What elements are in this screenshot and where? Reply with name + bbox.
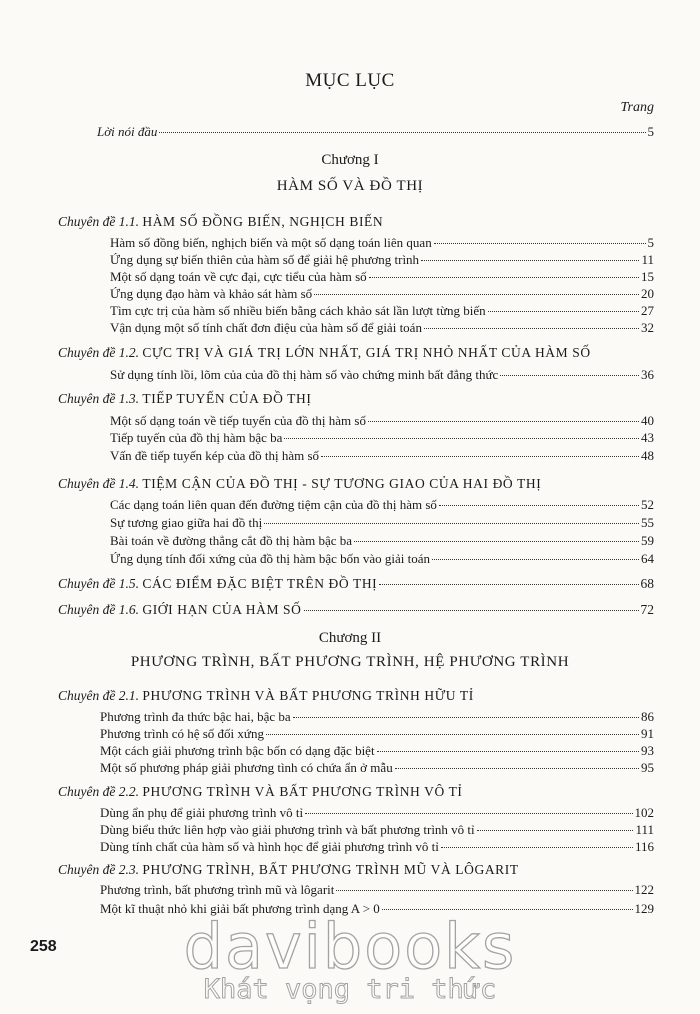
topic-heading[interactable] bbox=[58, 784, 654, 800]
topic-name: HÀM SỐ ĐỒNG BIẾN, NGHỊCH BIẾN bbox=[142, 214, 384, 229]
toc-entry[interactable] bbox=[100, 805, 654, 821]
leader-dots bbox=[500, 375, 639, 376]
entry-label: Dùng biểu thức liên hợp vào giải phương trình và bất phương trình vô tỉ bbox=[100, 822, 475, 837]
toc-entry[interactable] bbox=[100, 882, 654, 898]
entry-page: 15 bbox=[641, 269, 654, 284]
toc-entry[interactable] bbox=[100, 822, 654, 838]
leader-dots bbox=[424, 328, 639, 329]
toc-entry[interactable] bbox=[110, 515, 654, 531]
entry-label: Sử dụng tính lồi, lõm của của đồ thị hàm số vào chứng minh bất đẳng thức bbox=[110, 367, 499, 382]
topic-page: 68 bbox=[640, 576, 654, 591]
toc-entry[interactable] bbox=[100, 760, 654, 776]
entry-label: Phương trình có hệ số đối xứng bbox=[100, 726, 264, 741]
entry-page: 36 bbox=[641, 367, 654, 382]
entry-page: 59 bbox=[641, 533, 654, 548]
entry-label: Ứng dụng đạo hàm và khảo sát hàm số bbox=[110, 286, 313, 301]
topic-name: CỰC TRỊ VÀ GIÁ TRỊ LỚN NHẤT, GIÁ TRỊ NHỎ NHẤT CỦA HÀM SỐ bbox=[142, 345, 591, 360]
chapter-number: Chương II bbox=[318, 630, 382, 646]
entry-label: Một số dạng toán về cực đại, cực tiểu của hàm số bbox=[110, 269, 367, 284]
entry-label: Một số phương pháp giải phương tình có chứa ẩn ở mẫu bbox=[100, 760, 393, 775]
topic-prefix: Chuyên đề 2.2. bbox=[58, 784, 139, 799]
page-title: MỤC LỤC bbox=[305, 70, 395, 91]
topic-name: PHƯƠNG TRÌNH VÀ BẤT PHƯƠNG TRÌNH VÔ TỈ bbox=[142, 784, 463, 799]
entry-label: Phương trình, bất phương trình mũ và lôgarit bbox=[100, 882, 335, 897]
page-number: 258 bbox=[30, 938, 57, 955]
preface-label: Lời nói đầu bbox=[97, 124, 158, 139]
toc-entry[interactable] bbox=[110, 533, 654, 549]
entry-page: 32 bbox=[641, 320, 654, 335]
entry-label: Một kĩ thuật nhỏ khi giải bất phương trình dạng A > 0 bbox=[100, 901, 380, 916]
entry-page: 5 bbox=[647, 235, 654, 250]
entry-page: 95 bbox=[641, 760, 654, 775]
entry-page: 93 bbox=[641, 743, 654, 758]
leader-dots bbox=[293, 717, 639, 718]
entry-label: Ứng dụng sự biến thiên của hàm số để giải hệ phương trình bbox=[110, 252, 420, 267]
chapter-number: Chương I bbox=[321, 152, 379, 168]
entry-label: Vấn đề tiếp tuyến kép của đồ thị hàm số bbox=[110, 448, 320, 463]
topic-prefix: Chuyên đề 2.1. bbox=[58, 688, 139, 703]
toc-entry[interactable] bbox=[110, 413, 654, 429]
page-column-label: Trang bbox=[620, 100, 654, 115]
topic-heading[interactable] bbox=[58, 345, 654, 361]
leader-dots bbox=[477, 830, 634, 831]
toc-entry[interactable] bbox=[110, 497, 654, 513]
leader-dots bbox=[377, 751, 639, 752]
entry-page: 122 bbox=[634, 882, 654, 897]
topic-heading[interactable] bbox=[58, 214, 654, 230]
entry-label: Tìm cực trị của hàm số nhiều biến bằng cách khảo sát lần lượt từng biến bbox=[110, 303, 486, 318]
toc-entry[interactable] bbox=[110, 286, 654, 302]
topic-heading[interactable] bbox=[58, 391, 654, 407]
topic-prefix: Chuyên đề 1.5. bbox=[58, 576, 139, 591]
toc-entry[interactable] bbox=[110, 551, 654, 567]
entry-page: 111 bbox=[635, 822, 654, 837]
entry-label: Ứng dụng tính đối xứng của đồ thị hàm bậc bốn vào giải toán bbox=[110, 551, 431, 566]
topic-prefix: Chuyên đề 1.6. bbox=[58, 602, 139, 617]
leader-dots bbox=[336, 890, 632, 891]
leader-dots bbox=[304, 610, 639, 611]
watermark-slogan: Khát vọng tri thức bbox=[203, 974, 497, 1005]
topic-name: PHƯƠNG TRÌNH VÀ BẤT PHƯƠNG TRÌNH HỮU TỈ bbox=[142, 688, 474, 703]
leader-dots bbox=[264, 523, 639, 524]
leader-dots bbox=[321, 456, 639, 457]
topic-prefix: Chuyên đề 2.3. bbox=[58, 862, 139, 877]
entry-page: 116 bbox=[634, 839, 654, 854]
entry-label: Một cách giải phương trình bậc bốn có dạng đặc biệt bbox=[100, 743, 375, 758]
leader-dots bbox=[354, 541, 639, 542]
toc-entry[interactable] bbox=[100, 743, 654, 759]
entry-page: 20 bbox=[641, 286, 654, 301]
entry-page: 129 bbox=[634, 901, 654, 916]
entry-label: Hàm số đồng biến, nghịch biến và một số dạng toán liên quan bbox=[110, 235, 432, 250]
entry-label: Dùng ẩn phụ để giải phương trình vô tỉ bbox=[100, 805, 304, 820]
leader-dots bbox=[441, 847, 633, 848]
entry-page: 11 bbox=[641, 252, 654, 267]
leader-dots bbox=[488, 311, 639, 312]
topic-name: GIỚI HẠN CỦA HÀM SỐ bbox=[142, 602, 302, 617]
topic-page: 72 bbox=[640, 602, 654, 617]
entry-label: Tiếp tuyến của đồ thị hàm bậc ba bbox=[110, 430, 283, 445]
entry-page: 43 bbox=[641, 430, 654, 445]
entry-label: Bài toán về đường thẳng cắt đồ thị hàm bậc ba bbox=[110, 533, 353, 548]
leader-dots bbox=[432, 559, 639, 560]
entry-label: Vận dụng một số tính chất đơn điệu của hàm số để giải toán bbox=[110, 320, 422, 335]
topic-prefix: Chuyên đề 1.3. bbox=[58, 391, 139, 406]
leader-dots bbox=[314, 294, 639, 295]
toc-entry[interactable] bbox=[110, 448, 654, 464]
chapter-title: HÀM SỐ VÀ ĐỒ THỊ bbox=[276, 178, 424, 194]
leader-dots bbox=[369, 277, 639, 278]
entry-label: Các dạng toán liên quan đến đường tiệm cận của đồ thị hàm số bbox=[110, 497, 437, 512]
entry-page: 40 bbox=[641, 413, 654, 428]
toc-entry[interactable] bbox=[110, 269, 654, 285]
toc-entry[interactable] bbox=[100, 901, 654, 917]
entry-label: Phương trình đa thức bậc hai, bậc ba bbox=[100, 709, 291, 724]
entry-page: 91 bbox=[641, 726, 654, 741]
toc-entry[interactable] bbox=[110, 320, 654, 336]
leader-dots bbox=[421, 260, 639, 261]
entry-page: 27 bbox=[641, 303, 654, 318]
entry-page: 64 bbox=[641, 551, 654, 566]
topic-name: CÁC ĐIỂM ĐẶC BIỆT TRÊN ĐỒ THỊ bbox=[142, 576, 378, 591]
preface-page: 5 bbox=[647, 124, 654, 139]
leader-dots bbox=[434, 243, 646, 244]
entry-label: Sự tương giao giữa hai đồ thị bbox=[110, 515, 263, 530]
topic-prefix: Chuyên đề 1.1. bbox=[58, 214, 139, 229]
leader-dots bbox=[159, 132, 645, 133]
preface-entry[interactable] bbox=[97, 124, 654, 140]
entry-page: 55 bbox=[641, 515, 654, 530]
toc-entry[interactable] bbox=[110, 235, 654, 251]
leader-dots bbox=[379, 584, 638, 585]
leader-dots bbox=[284, 438, 639, 439]
toc-entry[interactable] bbox=[110, 252, 654, 268]
entry-label: Dùng tính chất của hàm số và hình học để giải phương trình vô tỉ bbox=[100, 839, 439, 854]
leader-dots bbox=[395, 768, 639, 769]
chapter-title: PHƯƠNG TRÌNH, BẤT PHƯƠNG TRÌNH, HỆ PHƯƠNG TRÌNH bbox=[130, 654, 570, 670]
topic-heading[interactable] bbox=[58, 862, 654, 878]
toc-entry[interactable] bbox=[110, 303, 654, 319]
leader-dots bbox=[266, 734, 639, 735]
toc-entry[interactable] bbox=[100, 726, 654, 742]
entry-page: 86 bbox=[641, 709, 654, 724]
toc-entry[interactable] bbox=[100, 839, 654, 855]
topic-heading[interactable] bbox=[58, 476, 654, 492]
leader-dots bbox=[382, 909, 633, 910]
topic-heading[interactable] bbox=[58, 576, 654, 592]
topic-name: TIẾP TUYẾN CỦA ĐỒ THỊ bbox=[142, 391, 312, 406]
topic-prefix: Chuyên đề 1.2. bbox=[58, 345, 139, 360]
entry-page: 102 bbox=[634, 805, 654, 820]
topic-name: TIỆM CẬN CỦA ĐỒ THỊ - SỰ TƯƠNG GIAO CỦA HAI ĐỒ THỊ bbox=[142, 476, 542, 491]
topic-heading[interactable] bbox=[58, 688, 654, 704]
topic-prefix: Chuyên đề 1.4. bbox=[58, 476, 139, 491]
toc-entry[interactable] bbox=[110, 430, 654, 446]
topic-name: PHƯƠNG TRÌNH, BẤT PHƯƠNG TRÌNH MŨ VÀ LÔGARIT bbox=[142, 862, 519, 877]
toc-entry[interactable] bbox=[110, 367, 654, 383]
leader-dots bbox=[439, 505, 639, 506]
leader-dots bbox=[305, 813, 632, 814]
topic-heading[interactable] bbox=[58, 602, 654, 618]
entry-label: Một số dạng toán về tiếp tuyến của đồ thị hàm số bbox=[110, 413, 366, 428]
leader-dots bbox=[368, 421, 639, 422]
entry-page: 52 bbox=[641, 497, 654, 512]
entry-page: 48 bbox=[641, 448, 654, 463]
toc-entry[interactable] bbox=[100, 709, 654, 725]
watermark-logo: davibooks bbox=[183, 910, 517, 983]
